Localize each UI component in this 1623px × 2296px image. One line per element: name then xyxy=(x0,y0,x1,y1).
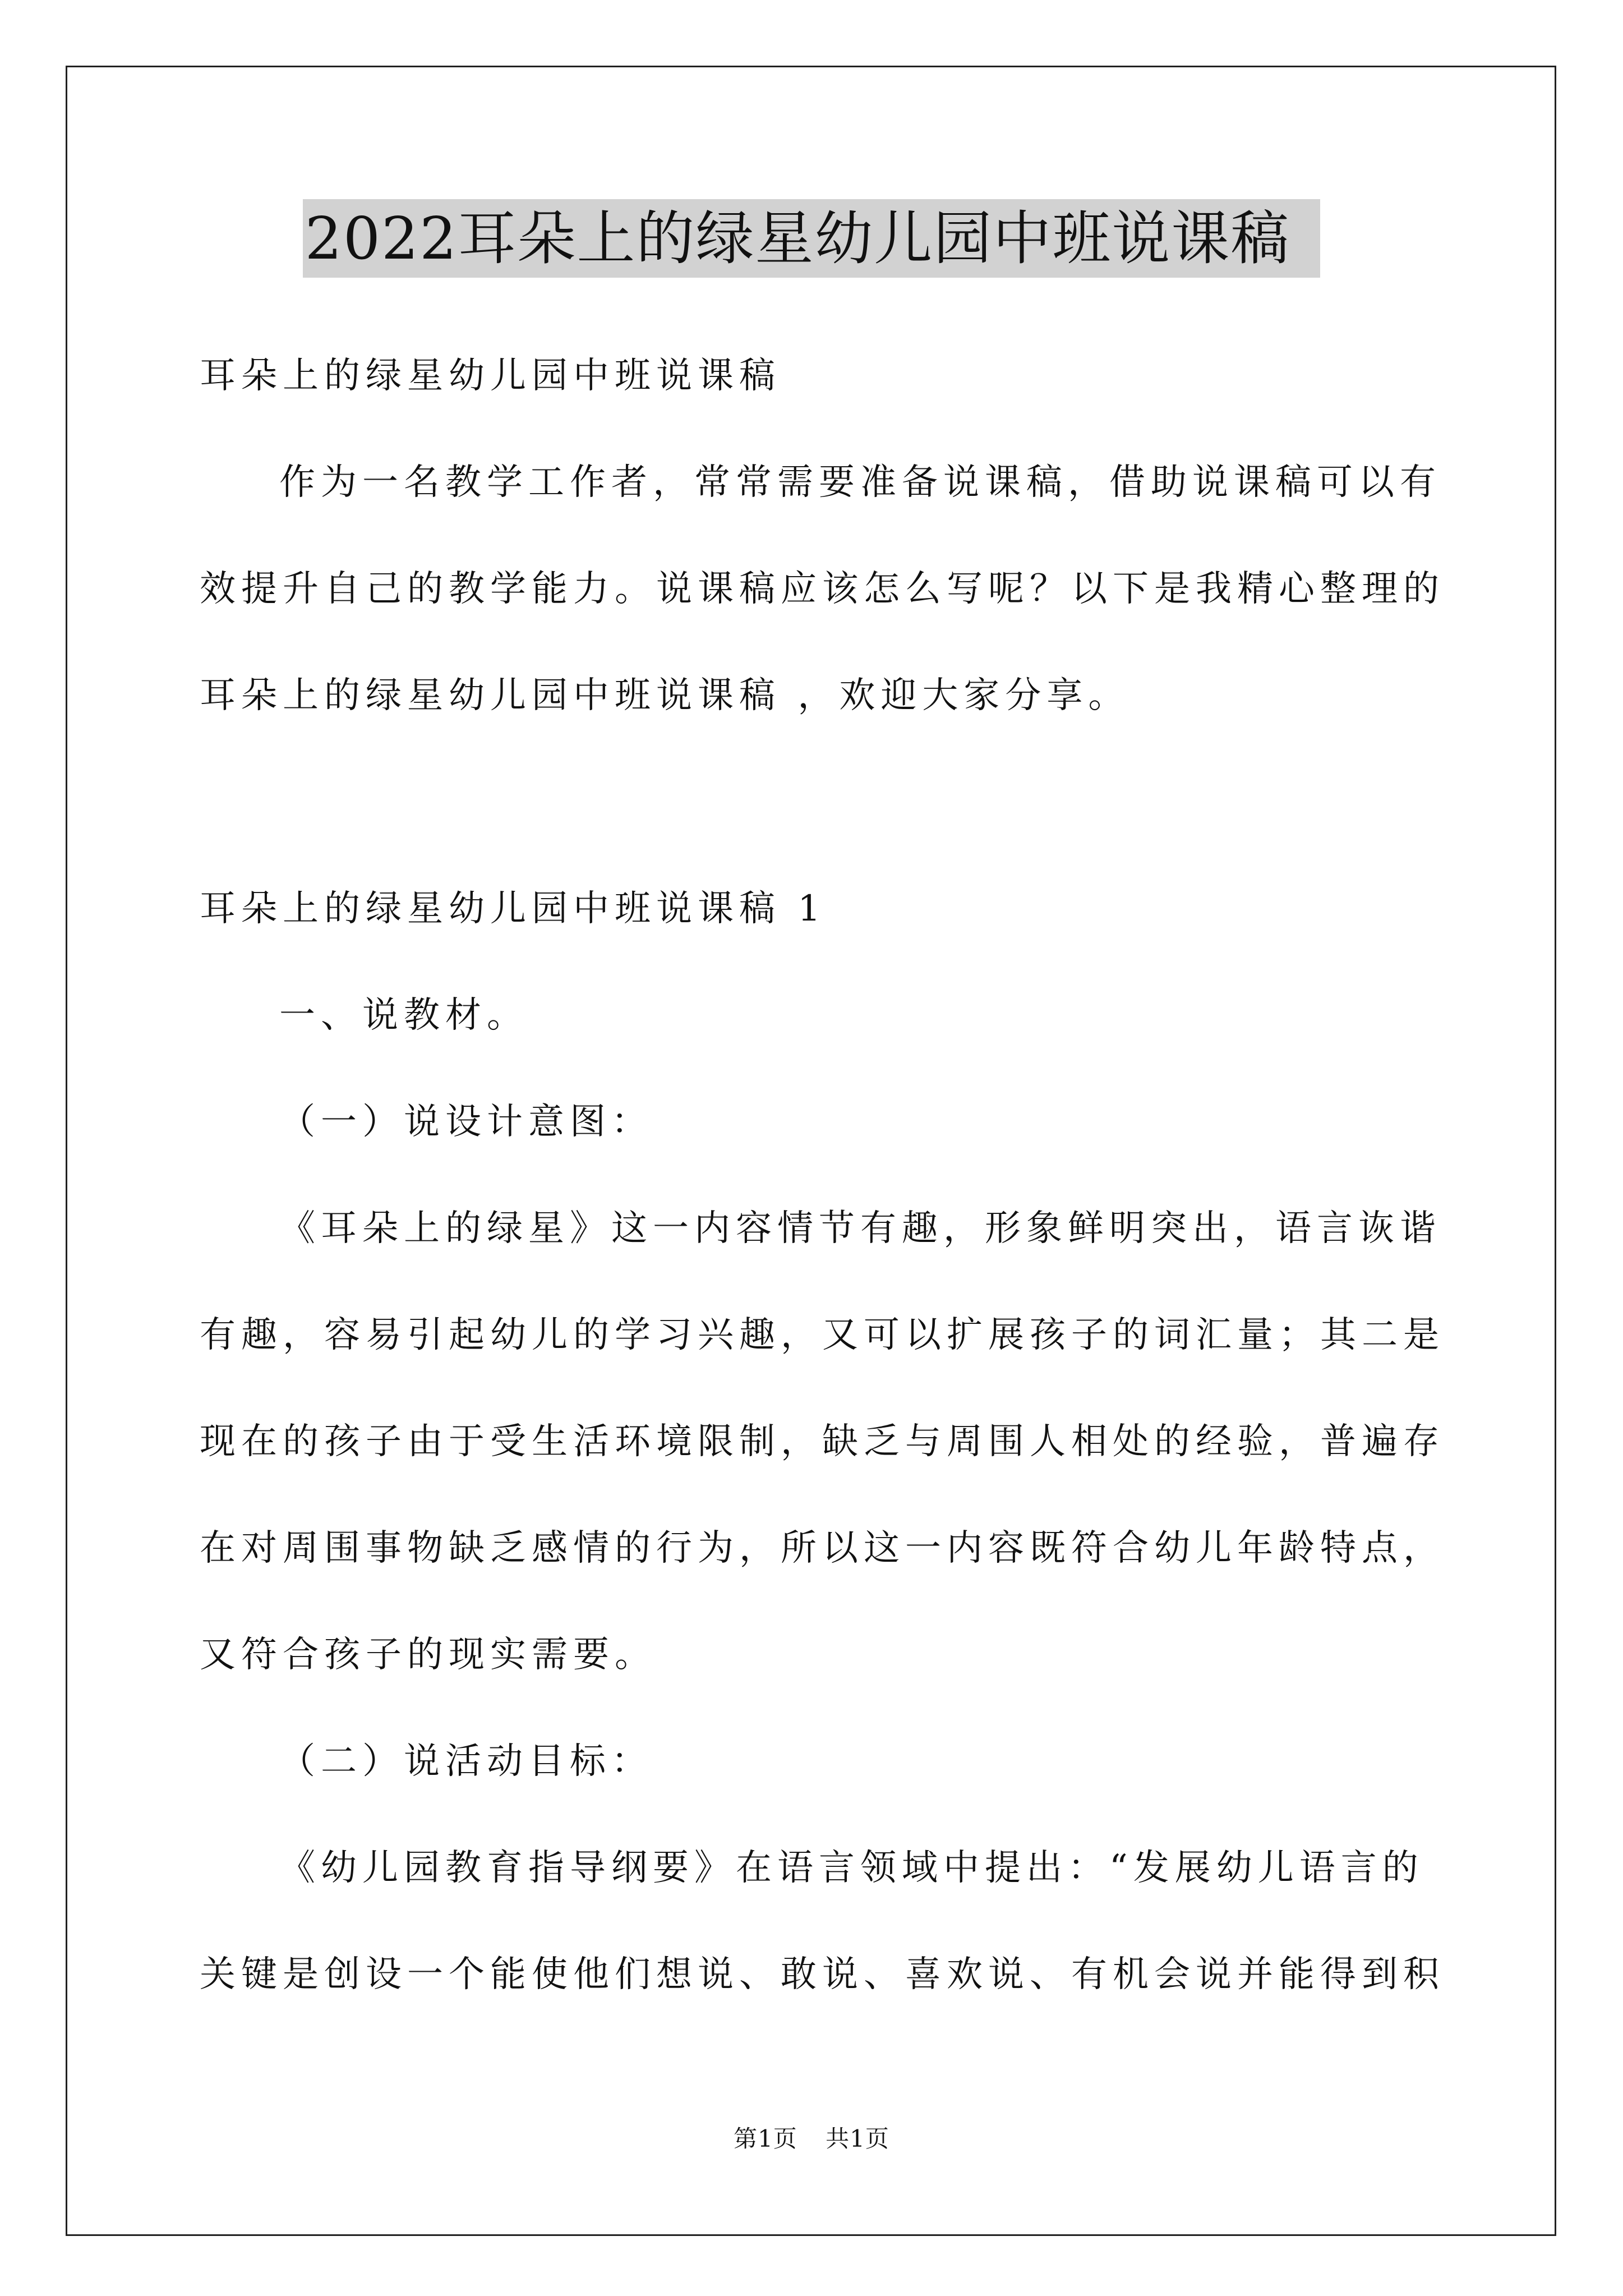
page-footer xyxy=(0,2120,1623,2154)
section-heading: 耳朵上的绿星幼儿园中班说课稿 1 xyxy=(200,888,827,930)
paragraph-line: 又符合孩子的现实需要。 xyxy=(200,1634,656,1676)
paragraph-line: 《幼儿园教育指导纲要》在语言领域中提出：“发展幼儿语言的 xyxy=(279,1847,1424,1889)
subtitle-line: 耳朵上的绿星幼儿园中班说课稿 xyxy=(200,355,781,397)
subheading-line: 一、说教材。 xyxy=(279,995,528,1036)
title-container xyxy=(0,199,1623,278)
page-total-label: 共1页 xyxy=(826,2125,889,2152)
paragraph-line: 在对周围事物缺乏感情的行为，所以这一内容既符合幼儿年龄特点， xyxy=(200,1527,1445,1569)
page-current-label: 第1页 xyxy=(734,2125,797,2152)
paragraph-line: 关键是创设一个能使他们想说、敢说、喜欢说、有机会说并能得到积 xyxy=(200,1954,1445,1995)
paragraph-line: 耳朵上的绿星幼儿园中班说课稿 ，欢迎大家分享。 xyxy=(200,675,1130,716)
paragraph-line: 《耳朵上的绿星》这一内容情节有趣，形象鲜明突出，语言诙谐 xyxy=(279,1208,1441,1249)
subheading-line: （一）说设计意图： xyxy=(279,1101,653,1143)
paragraph-line: 作为一名教学工作者，常常需要准备说课稿，借助说课稿可以有 xyxy=(279,462,1441,503)
paragraph-line: 效提升自己的教学能力。说课稿应该怎么写呢？以下是我精心整理的 xyxy=(200,568,1445,610)
document-title: 2022耳朵上的绿星幼儿园中班说课稿 xyxy=(303,199,1321,278)
subheading-line: （二）说活动目标： xyxy=(279,1741,653,1782)
paragraph-line: 有趣，容易引起幼儿的学习兴趣，又可以扩展孩子的词汇量；其二是 xyxy=(200,1314,1445,1356)
paragraph-line: 现在的孩子由于受生活环境限制，缺乏与周围人相处的经验，普遍存 xyxy=(200,1421,1445,1462)
